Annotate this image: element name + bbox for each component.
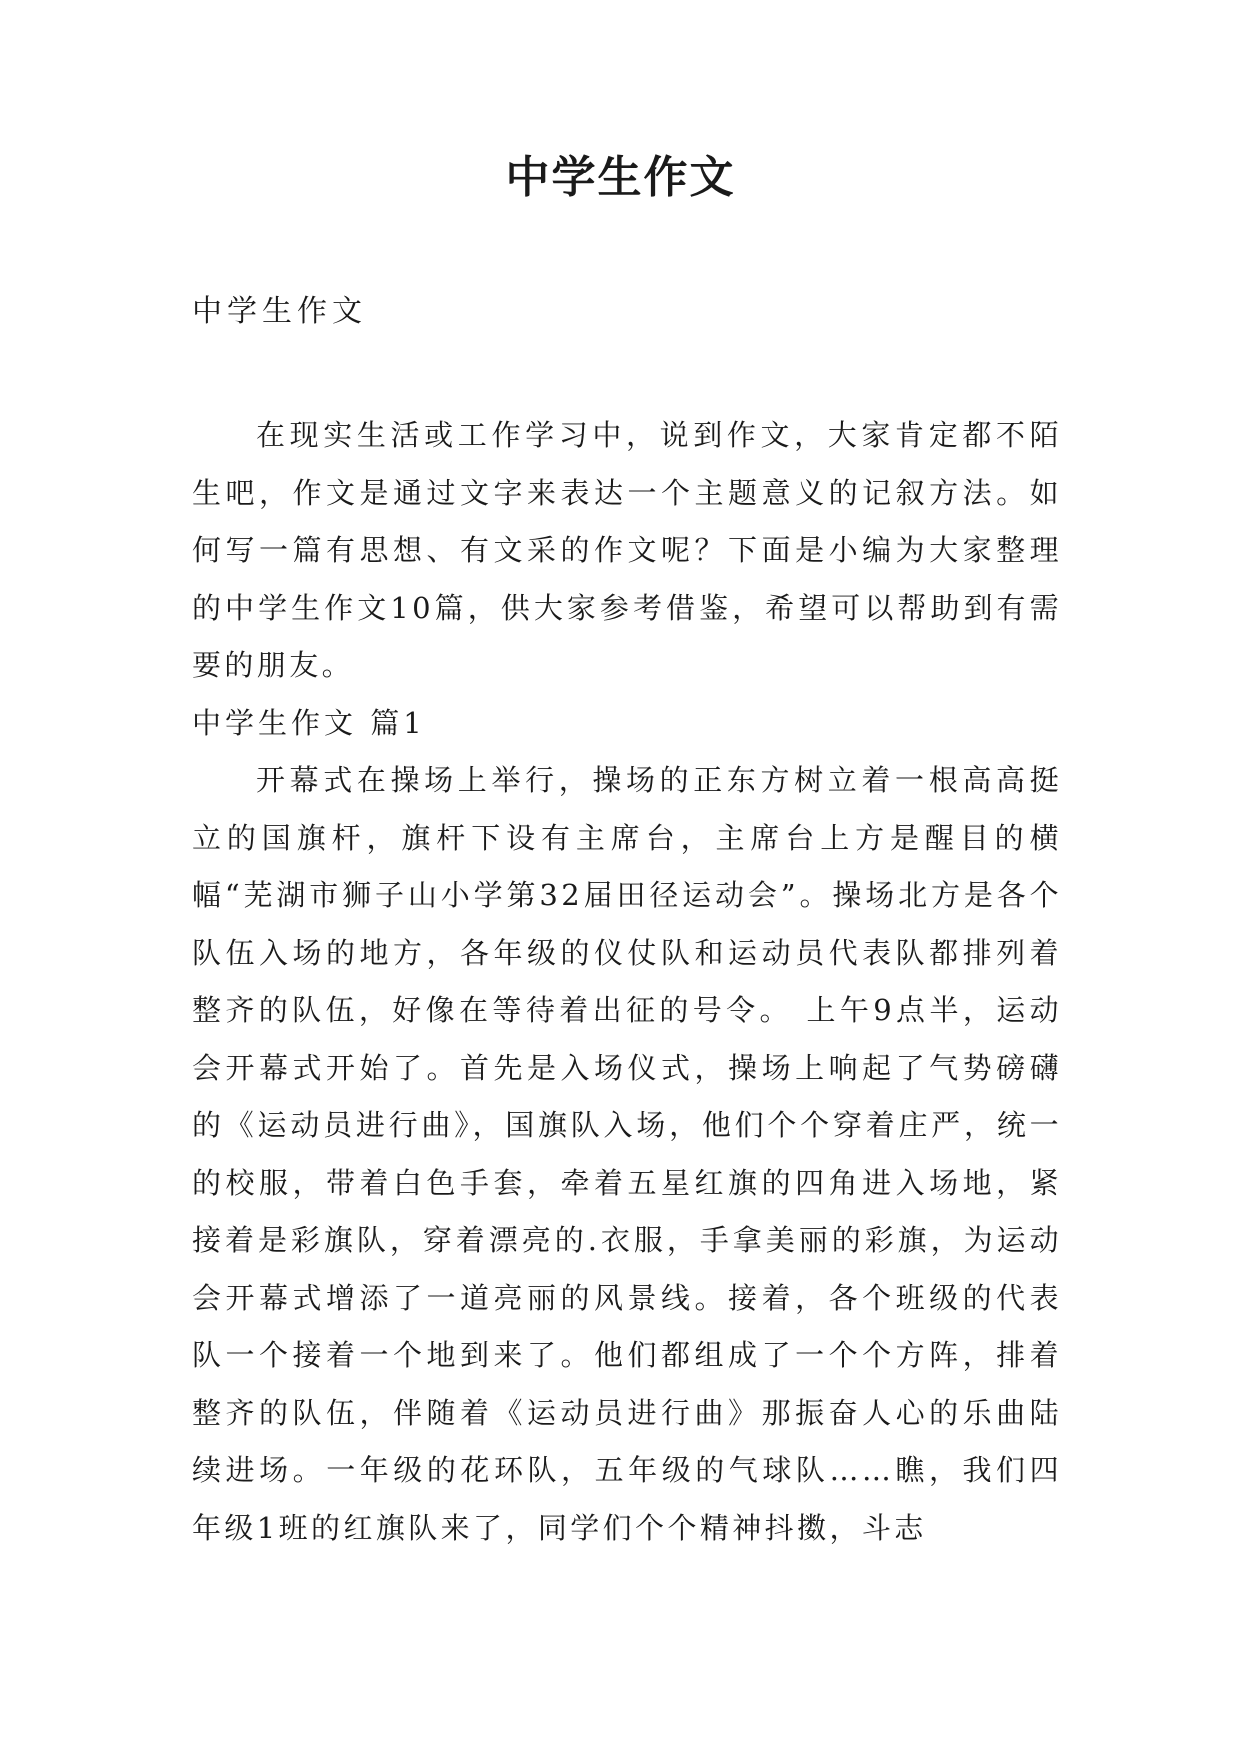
section-body-paragraph: 开幕式在操场上举行，操场的正东方树立着一根高高挺立的国旗杆，旗杆下设有主席台，主席台上方是醒目的横幅“芜湖市狮子山小学第32届田径运动会”。操场北方是各个队伍入场的地方，各年级的仪仗队和运动员代表队都排列着整齐的队伍，好像在等待着出征的号令。 上午9点半，运动会开幕式开始了。首先是入场仪式，操场上响起了气势磅礴的《运动员进行曲》，国旗队入场，他们个个穿着庄严，统一的校服，带着白色手套，牵着五星红旗的四角进入场地，紧接着是彩旗队，穿着漂亮的.衣服，手拿美丽的彩旗，为运动会开幕式增添了一道亮丽的风景线。接着，各个班级的代表队一个接着一个地到来了。他们都组成了一个个方阵，排着整齐的队伍，伴随着《运动员进行曲》那振奋人心的乐曲陆续进场。一年级的花环队，五年级的气球队……瞧，我们四年级1班的红旗队来了，同学们个个精神抖擞，斗志 — [192, 763, 1062, 1545]
document-body — [192, 407, 1062, 1557]
document-title: 中学生作文 — [505, 152, 736, 203]
document-subtitle: 中学生作文 — [192, 294, 367, 329]
intro-paragraph: 在现实生活或工作学习中，说到作文，大家肯定都不陌生吧，作文是通过文字来表达一个主题意义的记叙方法。如何写一篇有思想、有文采的作文呢？下面是小编为大家整理的中学生作文10篇，供大家参考借鉴，希望可以帮助到有需要的朋友。 — [192, 418, 1062, 682]
section-heading: 中学生作文 篇1 — [192, 705, 426, 740]
